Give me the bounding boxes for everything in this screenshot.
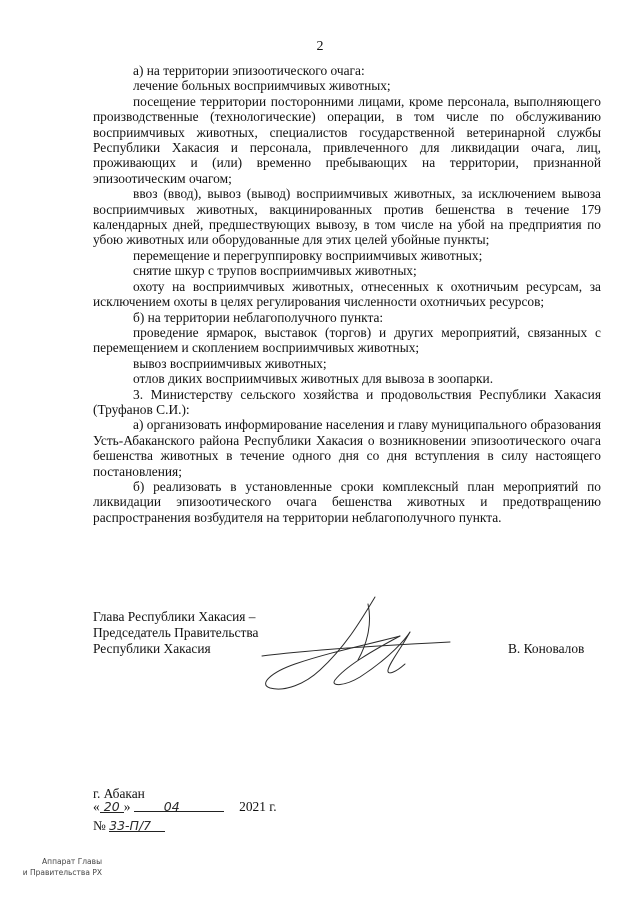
paragraph: вывоз восприимчивых животных;	[133, 355, 327, 371]
signatory-title-line: Глава Республики Хакасия –	[93, 609, 256, 624]
paragraph: снятие шкур с трупов восприимчивых животных;	[133, 263, 417, 279]
issue-place: г. Абакан	[93, 786, 145, 801]
number-value: 33-П/7	[109, 818, 152, 833]
number-prefix: №	[93, 818, 106, 833]
paragraph: а) организовать информирование населения и главу муниципального образования Усть-Абаканского района Республики Хакасия о возникновении эпизоотического очага бешенства животных в течение одного дня со дня вступления в силу настоящего постановления;	[93, 417, 601, 479]
paragraph: 3. Министерству сельского хозяйства и продовольствия Республики Хакасия (Труфанов С.И.):	[93, 386, 601, 417]
paragraph: посещение территории посторонними лицами, кроме персонала, выполняющего производственные (технологические) операции, в том числе по обслуживанию восприимчивых животных, специалистов государственной ветеринарной службы Республики Хакасия и персонала, привлеченного для ликвидации очага, лиц, проживающих и (или) временно пребывающих на территории, признанной эпизоотическим очагом;	[93, 93, 601, 186]
paragraph: ввоз (ввод), вывоз (вывод) восприимчивых животных, за исключением вывоза восприимчивых животных, вакцинированных против бешенства в течение 179 календарных дней, предшествующих вывозу, в том числе на убой на предприятия по убою животных или оборудованные для этих целей убойные пункты;	[93, 186, 601, 248]
stamp-line: Аппарат Главы	[42, 857, 102, 866]
handwritten-signature	[250, 592, 490, 702]
page-number: 2	[316, 39, 324, 54]
decree-body	[93, 63, 601, 525]
document-number	[93, 818, 165, 834]
date-month: 04	[163, 799, 180, 814]
date-quote-close: »	[123, 799, 131, 814]
paragraph: б) реализовать в установленные сроки комплексный план мероприятий по ликвидации эпизоотического очага бешенства животных и предотвращению распространения возбудителя на территории неблагополучного пункта.	[93, 478, 601, 525]
issue-date	[93, 799, 277, 815]
paragraph: проведение ярмарок, выставок (торгов) и других мероприятий, связанных с перемещением и скоплением восприимчивых животных;	[93, 324, 601, 356]
paragraph: лечение больных восприимчивых животных;	[133, 78, 391, 94]
paragraph: б) на территории неблагополучного пункта:	[133, 309, 384, 325]
date-day: 20	[103, 799, 120, 814]
paragraph: отлов диких восприимчивых животных для вывоза в зоопарки.	[133, 371, 494, 387]
signatory-name: В. Коновалов	[508, 641, 585, 656]
signatory-title-line: Председатель Правительства	[93, 625, 259, 640]
paragraph: перемещение и перегруппировку восприимчивых животных;	[133, 247, 483, 263]
date-year: 2021 г.	[239, 799, 277, 814]
office-stamp	[2, 856, 102, 878]
paragraph: а) на территории эпизоотического очага:	[133, 63, 365, 78]
paragraph: охоту на восприимчивых животных, отнесенных к охотничьим ресурсам, за исключением охоты в целях регулирования численности охотничьих ресурсов;	[93, 278, 601, 310]
signatory-title-line: Республики Хакасия	[93, 641, 211, 656]
date-quote-open: «	[93, 799, 100, 814]
stamp-line: и Правительства РХ	[22, 868, 102, 877]
